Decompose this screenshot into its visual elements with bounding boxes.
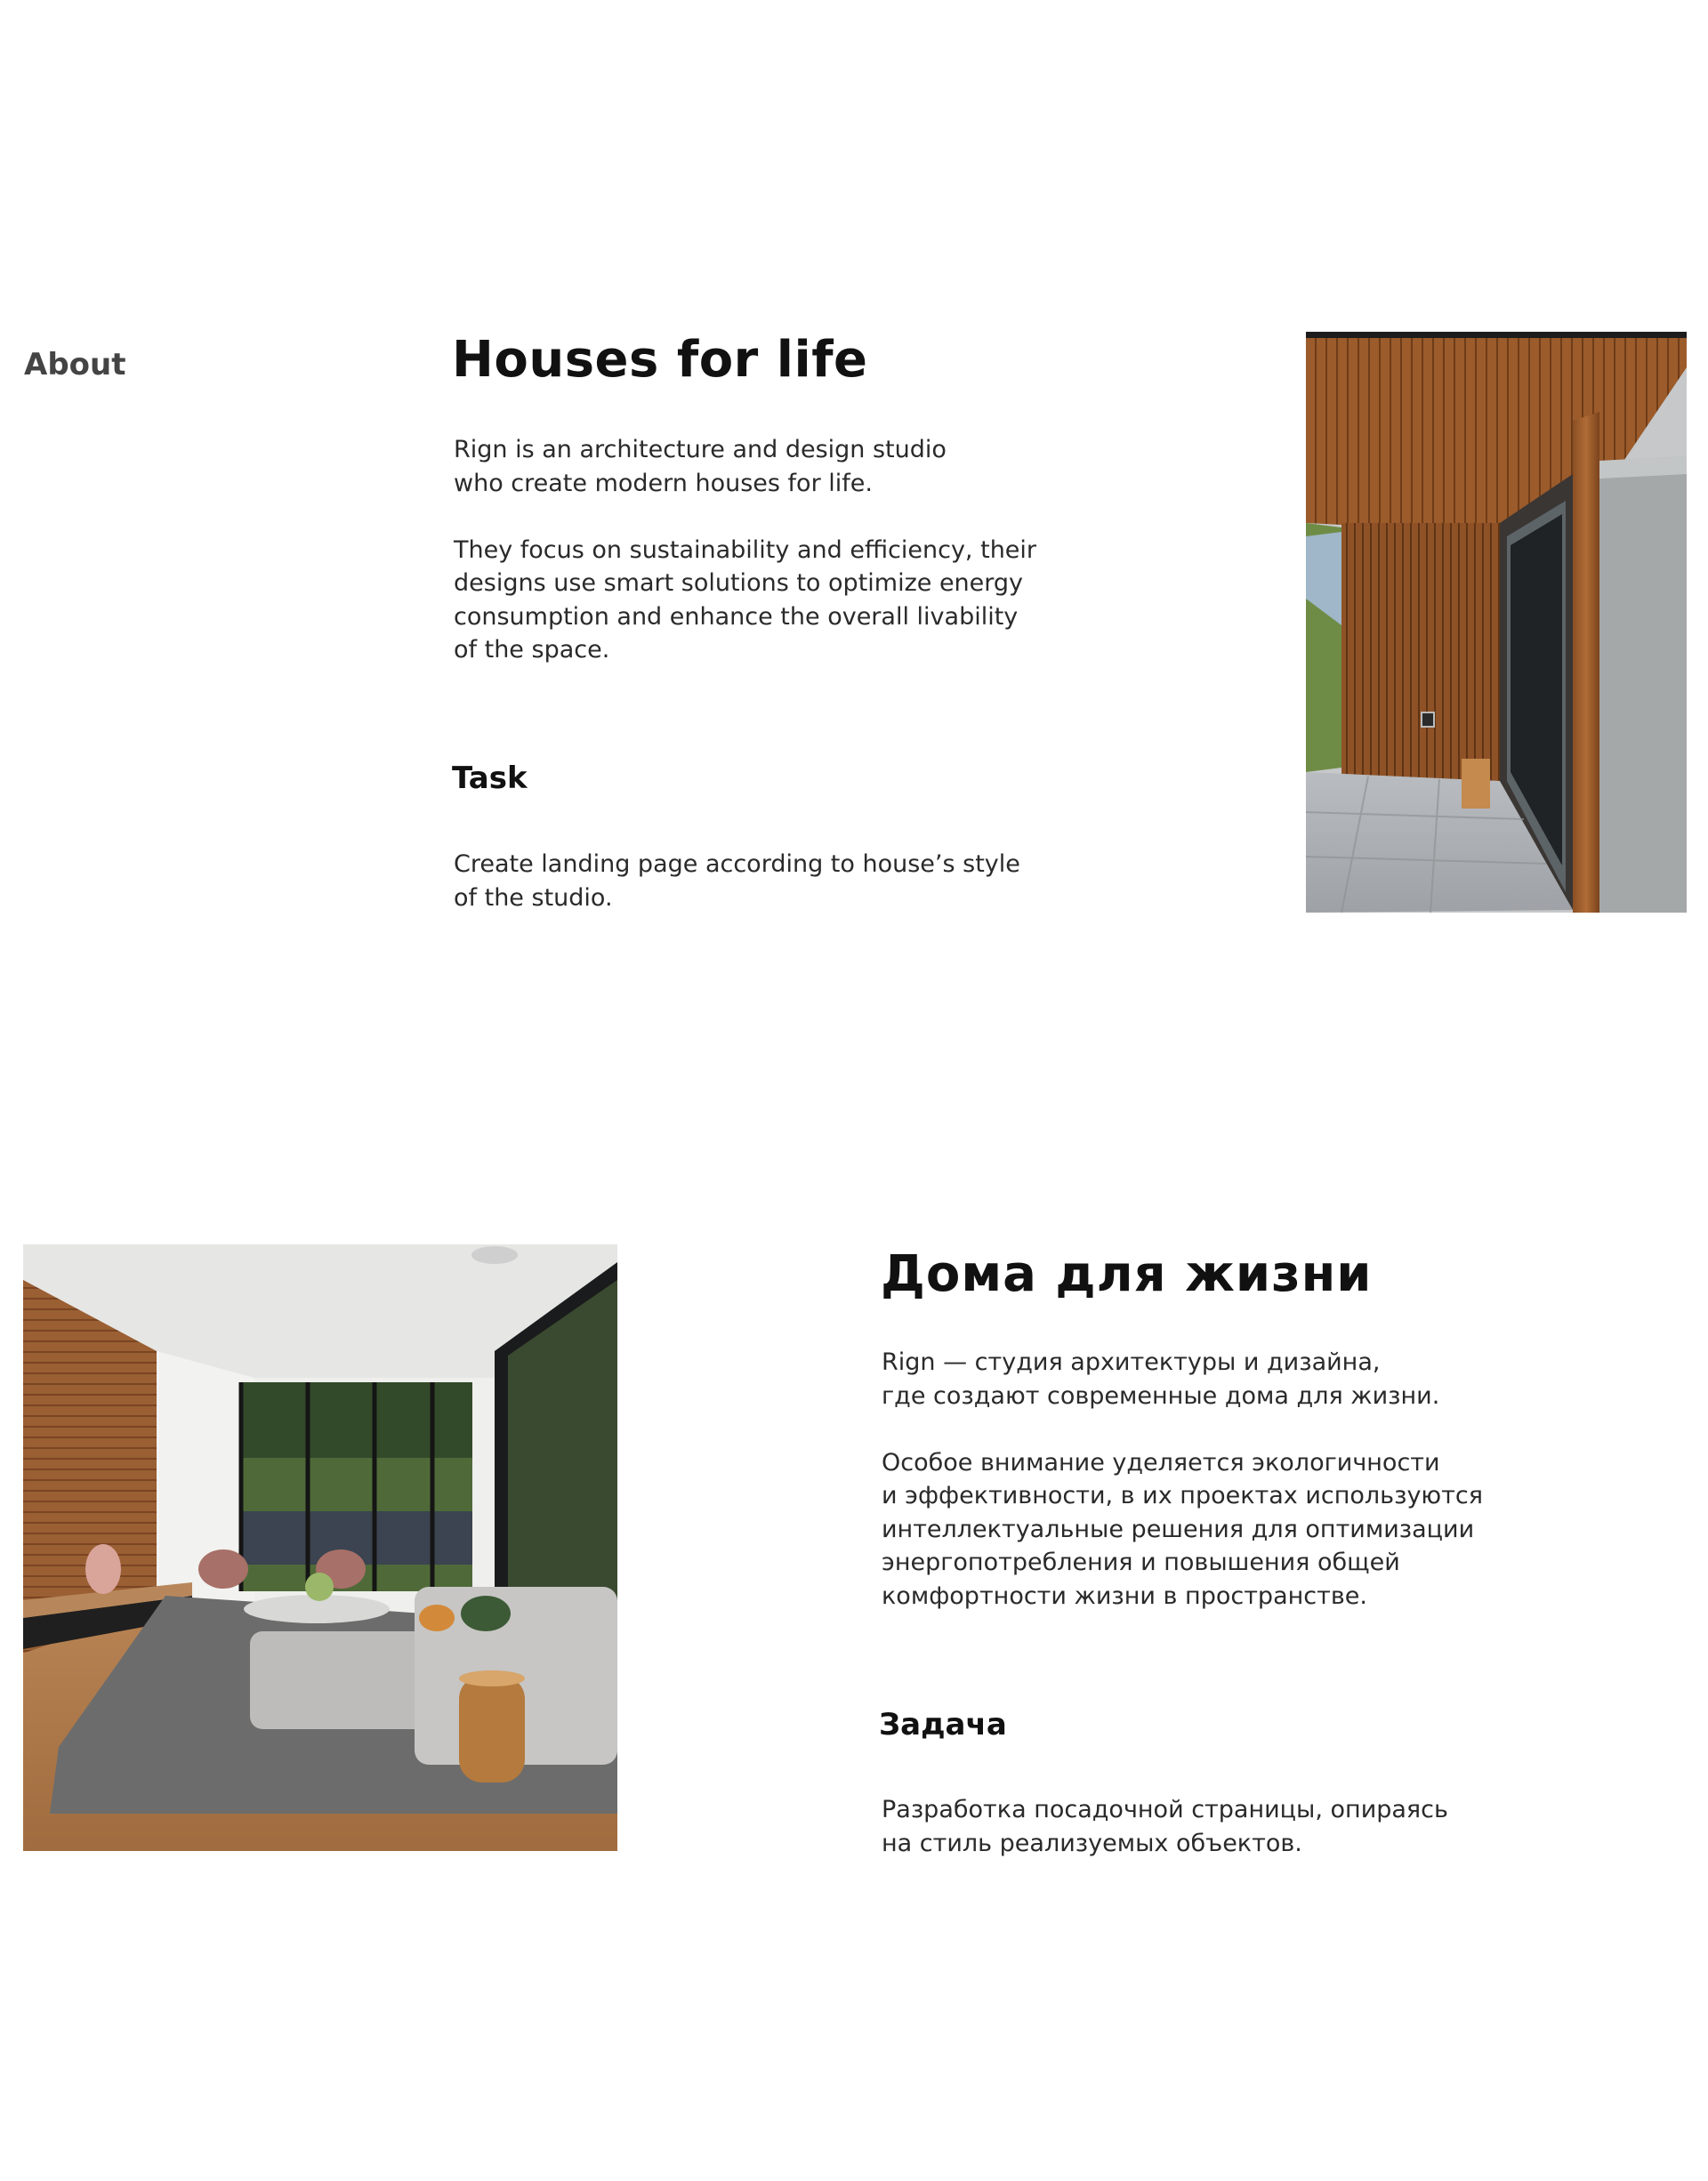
intro-paragraphs-en: [454, 433, 1036, 667]
text-line: of the studio.: [454, 883, 613, 912]
text-line: где создают современные дома для жизни.: [882, 1381, 1440, 1410]
focus-paragraph-ru: [882, 1446, 1483, 1614]
text-line: интеллектуальные решения для оптимизации: [882, 1515, 1475, 1543]
intro-paragraph-ru: [882, 1346, 1483, 1412]
text-line: и эффективности, в их проектах используются: [882, 1482, 1483, 1509]
text-line: энергопотребления и повышения общей: [882, 1549, 1400, 1576]
text-line: designs use smart solutions to optimize energy: [454, 569, 1024, 597]
text-line: who create modern houses for life.: [454, 469, 873, 497]
text-line: Rign — студия архитектуры и дизайна,: [882, 1348, 1381, 1376]
intro-paragraph-en: [454, 433, 1036, 500]
focus-paragraph-en: [454, 534, 1036, 667]
task-text-en: [454, 848, 1020, 914]
page-title-ru: Дома для жизни: [881, 1245, 1373, 1303]
task-heading-ru: Задача: [879, 1707, 1007, 1742]
page-title-en: Houses for life: [452, 331, 868, 389]
text-line: Rign is an architecture and design studio: [454, 436, 947, 463]
intro-paragraphs-ru: [882, 1346, 1483, 1613]
text-line: consumption and enhance the overall livability: [454, 602, 1019, 631]
text-line: Разработка посадочной страницы, опираясь: [882, 1796, 1448, 1823]
living-room-photo: [23, 1244, 617, 1851]
text-line: of the space.: [454, 636, 610, 664]
text-line: комфортности жизни в пространстве.: [882, 1581, 1367, 1610]
house-exterior-photo: [1306, 332, 1687, 913]
text-line: Особое внимание уделяется экологичности: [882, 1448, 1440, 1477]
task-heading-en: Task: [452, 761, 528, 796]
task-text-ru: [882, 1793, 1448, 1860]
text-line: на стиль реализуемых объектов.: [882, 1829, 1302, 1857]
text-line: Create landing page according to house’s style: [454, 850, 1020, 878]
section-label-about: About: [24, 347, 126, 382]
text-line: They focus on sustainability and efficiency, their: [454, 535, 1037, 564]
